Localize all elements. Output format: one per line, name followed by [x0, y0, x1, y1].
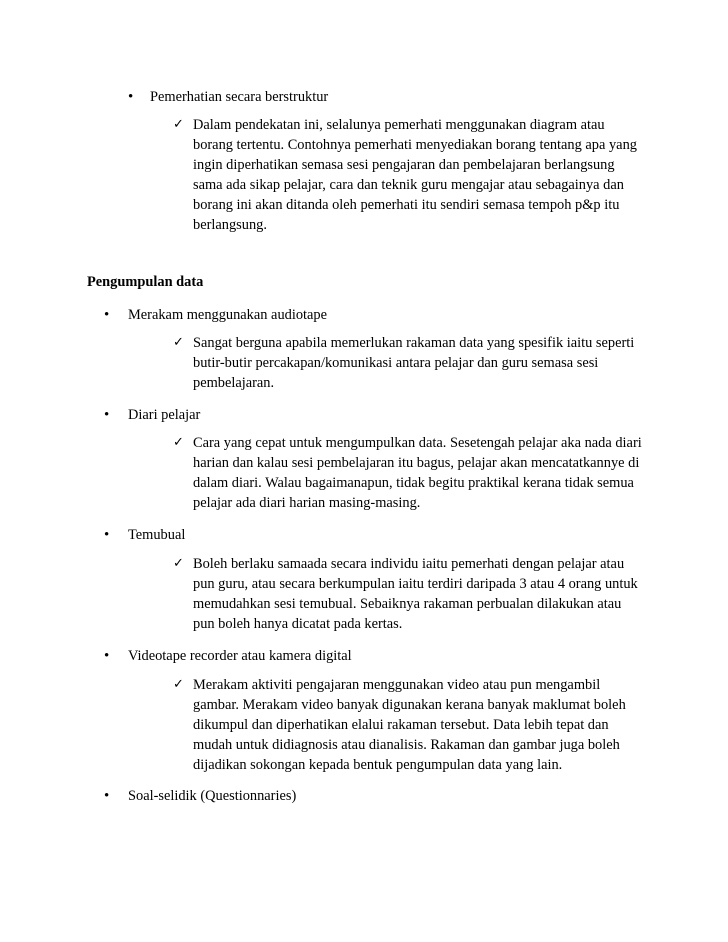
- text-line: mudah untuk didiagnosis atau dianalisis. Rakaman dan gambar juga boleh: [193, 737, 620, 753]
- text-line: harian dan kalau sesi pembelajaran itu bagus, pelajar akan mencatatkannye di: [193, 455, 640, 471]
- item-label: Temubual: [128, 527, 186, 543]
- text-line: borang ini akan ditanda oleh pemerhati itu sendiri semasa tempoh p&p itu: [193, 197, 620, 213]
- checkmark-icon: ✓: [173, 117, 184, 132]
- text-line: pun boleh hanya dicatat pada kertas.: [193, 616, 403, 632]
- text-line: borang tertentu. Contohnya pemerhati menyediakan borang tentang apa yang: [193, 137, 637, 153]
- intro-bullet-label: Pemerhatian secara berstruktur: [150, 89, 329, 105]
- text-line: dikumpul dan diperhatikan elalui rakaman tersebut. Data lebih tepat dan: [193, 717, 609, 733]
- text-line: butir-butir percakapan/komunikasi antara pelajar dan guru semasa sesi: [193, 355, 599, 371]
- checkmark-icon: ✓: [173, 335, 184, 350]
- text-line: Cara yang cepat untuk mengumpulkan data. Sesetengah pelajar aka nada diari: [193, 435, 642, 451]
- section-heading: Pengumpulan data: [87, 274, 204, 290]
- text-line: Boleh berlaku samaada secara individu iaitu pemerhati dengan pelajar atau: [193, 556, 625, 572]
- item-label: Soal-selidik (Questionnaries): [128, 788, 297, 804]
- bullet-icon: •: [104, 527, 110, 543]
- text-line: berlangsung.: [193, 217, 267, 233]
- text-line: dalam diari. Walau bagaimanapun, tidak begitu praktikal kerana tidak semua: [193, 475, 634, 491]
- text-line: Sangat berguna apabila memerlukan rakaman data yang spesifik iaitu seperti: [193, 335, 635, 351]
- bullet-icon: •: [104, 407, 110, 423]
- checkmark-icon: ✓: [173, 435, 184, 450]
- text-line: dijadikan sokongan kepada bentuk pengumpulan data yang lain.: [193, 757, 563, 773]
- text-line: sama ada sikap pelajar, cara dan teknik guru mengajar atau sebagainya dan: [193, 177, 624, 193]
- text-line: Merakam aktiviti pengajaran menggunakan video atau pun mengambil: [193, 677, 601, 693]
- bullet-icon: •: [104, 307, 110, 323]
- text-line: ingin diperhatikan semasa sesi pengajaran dan pembelajaran berlangsung: [193, 157, 615, 173]
- text-line: pelajar ada diari harian masing-masing.: [193, 495, 421, 511]
- checkmark-icon: ✓: [173, 556, 184, 571]
- item-label: Videotape recorder atau kamera digital: [128, 648, 352, 664]
- text-line: Dalam pendekatan ini, selalunya pemerhati menggunakan diagram atau: [193, 117, 605, 133]
- bullet-icon: •: [128, 89, 134, 105]
- bullet-icon: •: [104, 788, 110, 804]
- text-line: memudahkan sesi temubual. Sebaiknya rakaman perbualan dilakukan atau: [193, 596, 622, 612]
- text-line: gambar. Merakam video banyak digunakan kerana banyak maklumat boleh: [193, 697, 626, 713]
- text-line: pembelajaran.: [193, 375, 275, 391]
- bullet-icon: •: [104, 648, 110, 664]
- text-line: pun guru, atau secara berkumpulan iaitu terdiri daripada 3 atau 4 orang untuk: [193, 576, 638, 592]
- checkmark-icon: ✓: [173, 677, 184, 692]
- item-label: Diari pelajar: [128, 407, 201, 423]
- item-label: Merakam menggunakan audiotape: [128, 307, 327, 323]
